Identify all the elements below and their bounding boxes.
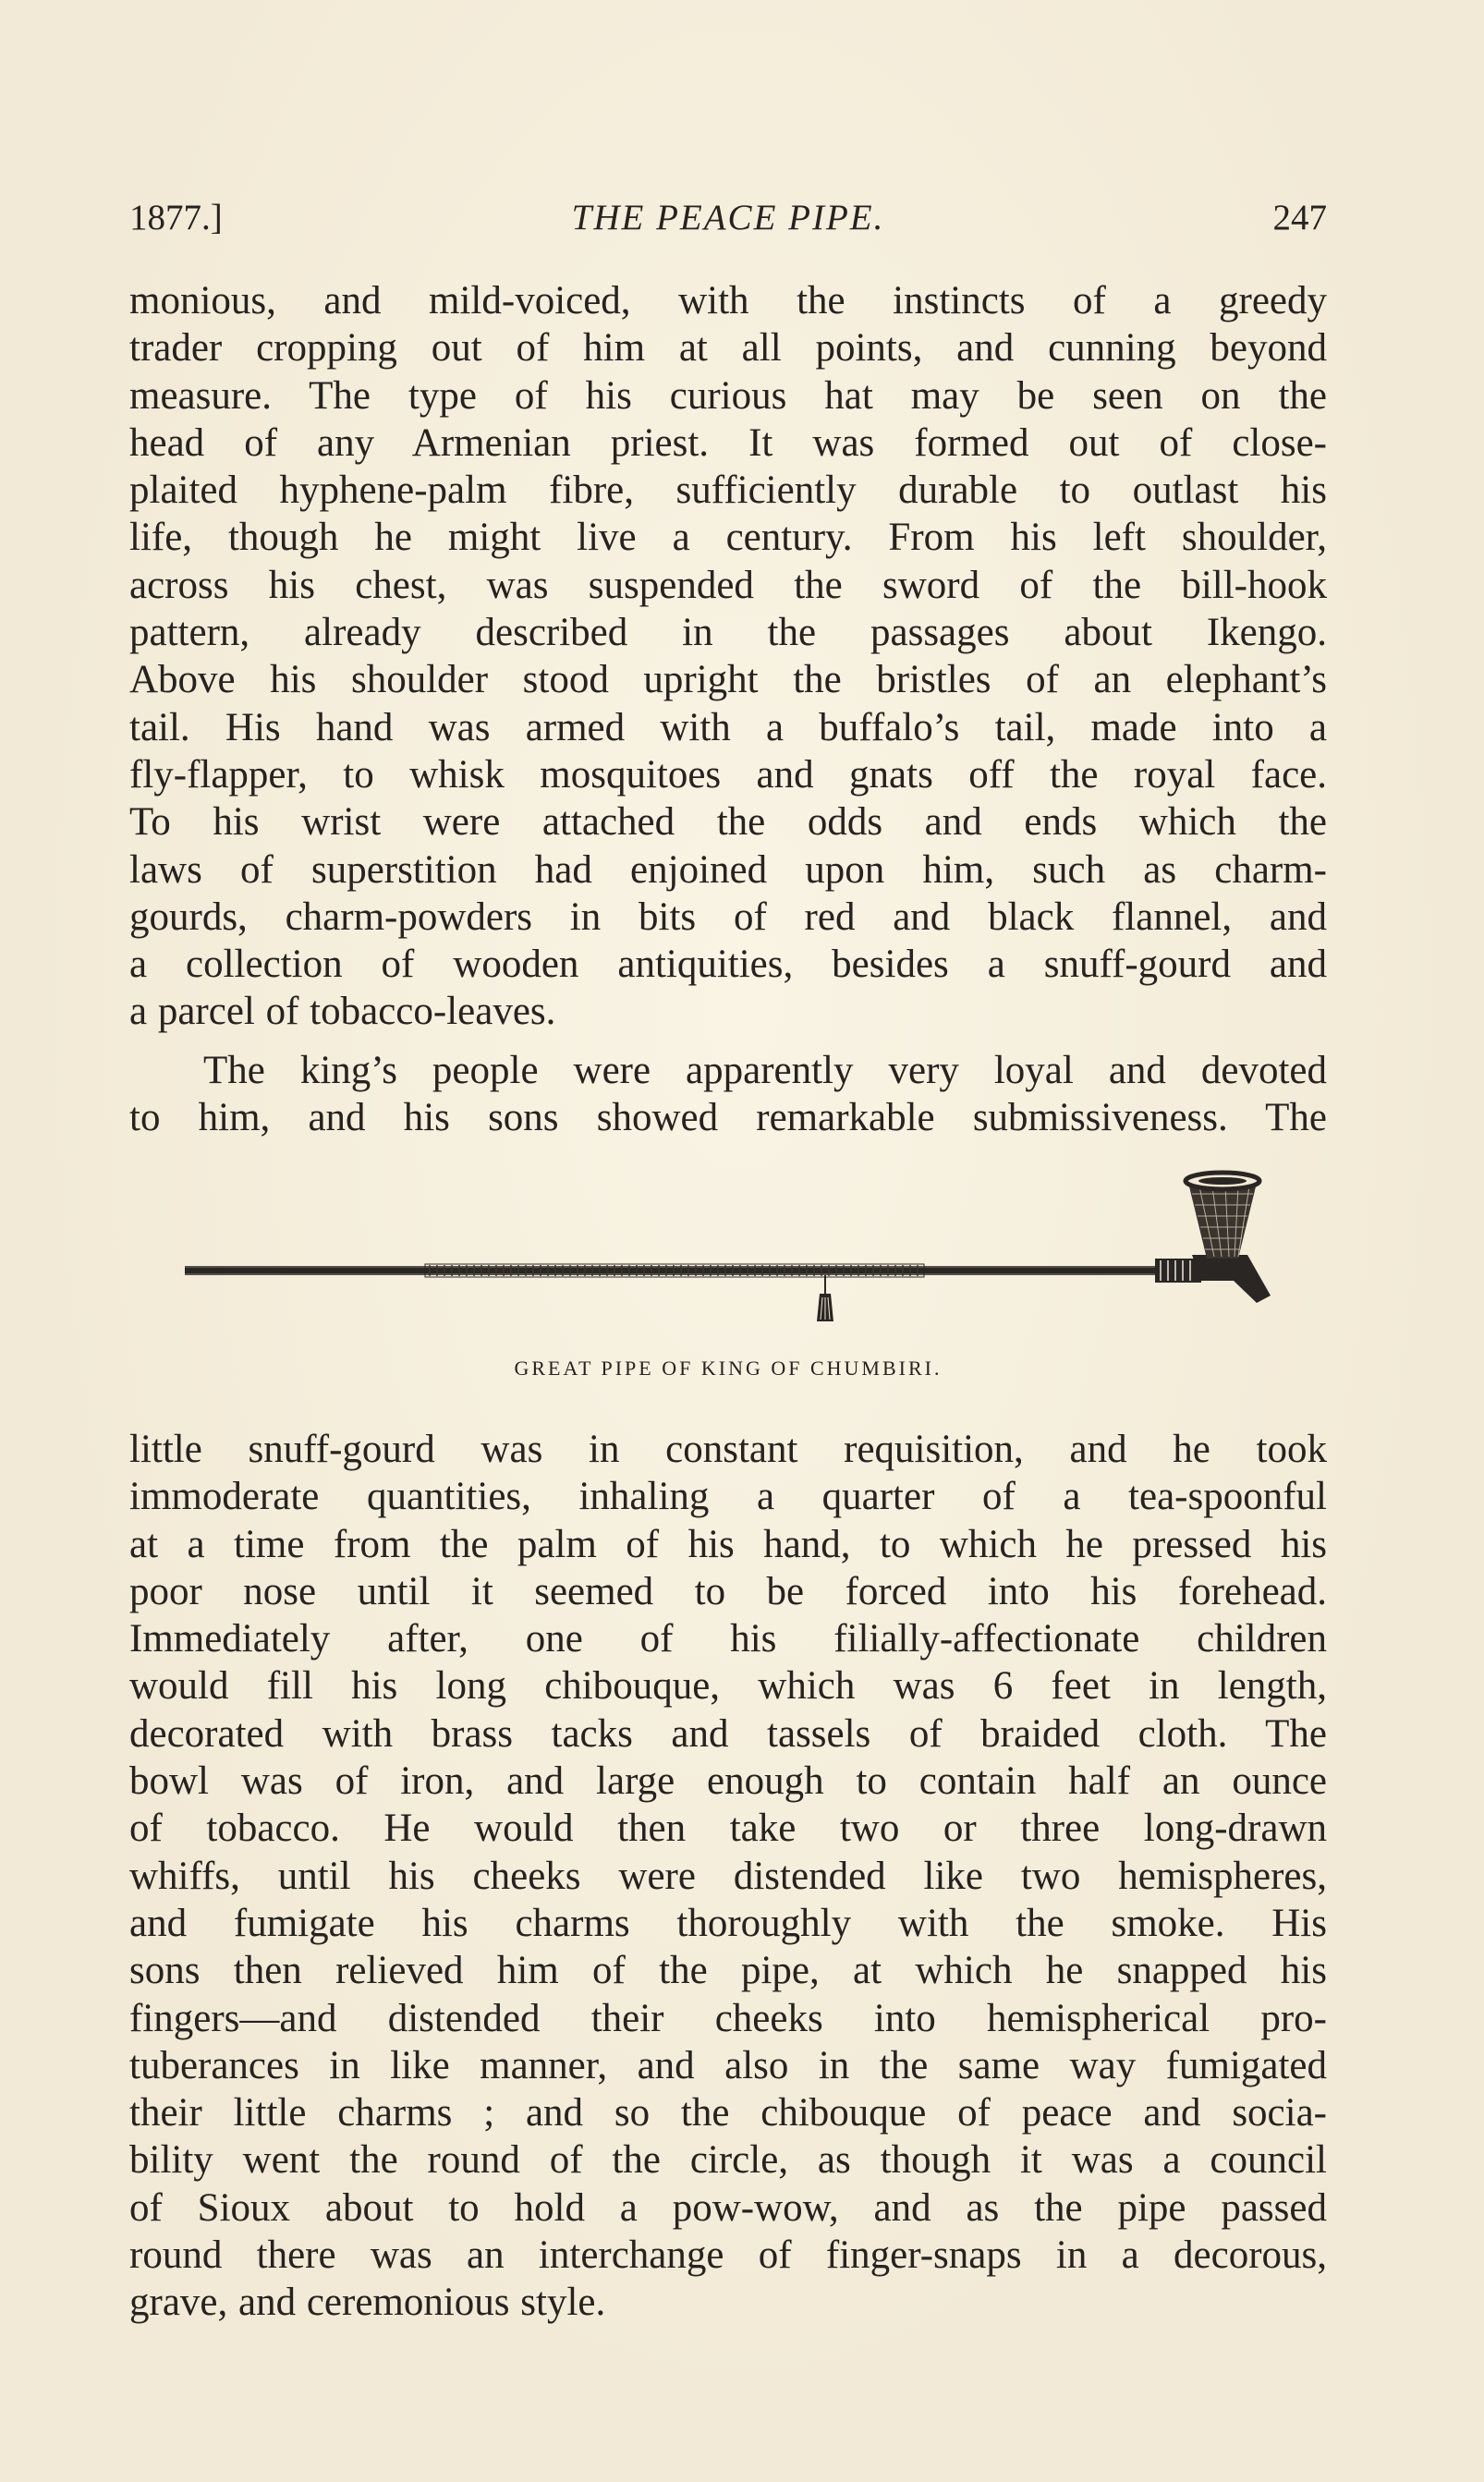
pipe-illustration: [176, 1166, 1284, 1332]
text-line: monious, and mild-voiced, with the instincts of a greedy: [129, 279, 1327, 322]
text-line: head of any Armenian priest. It was formed out of close-: [129, 420, 1327, 465]
text-line: across his chest, was suspended the sword of the bill-hook: [129, 563, 1327, 607]
running-head-title: THE PEACE PIPE.: [571, 198, 885, 237]
running-head: [129, 197, 1327, 239]
text-line: round there was an interchange of finger-snaps in a decorous,: [129, 2233, 1327, 2278]
text-line: The king’s people were apparently very loyal and devoted: [203, 1049, 1327, 1092]
text-line: at a time from the palm of his hand, to which he pressed his: [129, 1522, 1327, 1566]
text-line: Above his shoulder stood upright the bristles of an elephant’s: [129, 658, 1327, 702]
text-line: decorated with brass tacks and tassels of braided cloth. The: [129, 1711, 1327, 1756]
text-line: immoderate quantities, inhaling a quarter of a tea-spoonful: [129, 1475, 1327, 1519]
text-line: and fumigate his charms thoroughly with the smoke. His: [129, 1901, 1327, 1945]
text-line: fly-flapper, to whisk mosquitoes and gnats off the royal face.: [129, 752, 1327, 797]
paragraph-2: [129, 1047, 1327, 1142]
text-line: plaited hyphene-palm fibre, sufficiently durable to outlast his: [129, 468, 1327, 513]
text-line: sons then relieved him of the pipe, at which he snapped his: [129, 1949, 1327, 1993]
page-number: 247: [1272, 198, 1327, 237]
text-line: bility went the round of the circle, as though it was a council: [129, 2138, 1327, 2183]
text-line: tuberances in like manner, and also in the same way fumigated: [129, 2043, 1327, 2087]
text-line: poor nose until it seemed to be forced into his forehead.: [129, 1569, 1327, 1613]
text-line: whiffs, until his cheeks were distended like two hemispheres,: [129, 1854, 1327, 1898]
figure-caption: GREAT PIPE OF KING OF CHUMBIRI.: [514, 1357, 943, 1380]
text-line: of tobacco. He would then take two or three long-drawn: [129, 1807, 1327, 1851]
text-line: laws of superstition had enjoined upon him, such as charm-: [129, 847, 1327, 892]
running-head-year: 1877.]: [129, 198, 223, 237]
paragraph-1: [129, 277, 1327, 1036]
text-line: fingers—and distended their cheeks into hemispherical pro-: [129, 1996, 1327, 2040]
paragraph-3: [129, 1426, 1327, 2327]
text-line: life, though he might live a century. From his left shoulder,: [129, 516, 1327, 560]
text-line: a parcel of tobacco-leaves.: [129, 990, 556, 1034]
text-line: grave, and ceremonious style.: [129, 2281, 606, 2325]
text-line: trader cropping out of him at all points, and cunning beyond: [129, 326, 1327, 371]
text-line: bowl was of iron, and large enough to contain half an ounce: [129, 1759, 1327, 1804]
text-line: their little charms ; and so the chibouque of peace and socia-: [129, 2091, 1327, 2135]
text-line: would fill his long chibouque, which was 6 feet in length,: [129, 1664, 1327, 1709]
text-line: little snuff-gourd was in constant requisition, and he took: [129, 1428, 1327, 1471]
text-line: a collection of wooden antiquities, besides a snuff-gourd and: [129, 943, 1327, 987]
tassel-shape: [817, 1275, 833, 1321]
text-line: to him, and his sons showed remarkable submissiveness. The: [129, 1096, 1327, 1140]
text-line: tail. His hand was armed with a buffalo’s tail, made into a: [129, 705, 1327, 749]
text-line: measure. The type of his curious hat may be seen on the: [129, 373, 1327, 418]
text-line: To his wrist were attached the odds and ends which the: [129, 800, 1327, 845]
text-line: of Sioux about to hold a pow-wow, and as the pipe passed: [129, 2185, 1327, 2230]
text-line: gourds, charm-powders in bits of red and black flannel, and: [129, 894, 1327, 939]
text-line: Immediately after, one of his filially-affectionate children: [129, 1617, 1327, 1661]
text-line: pattern, already described in the passages about Ikengo.: [129, 611, 1327, 655]
